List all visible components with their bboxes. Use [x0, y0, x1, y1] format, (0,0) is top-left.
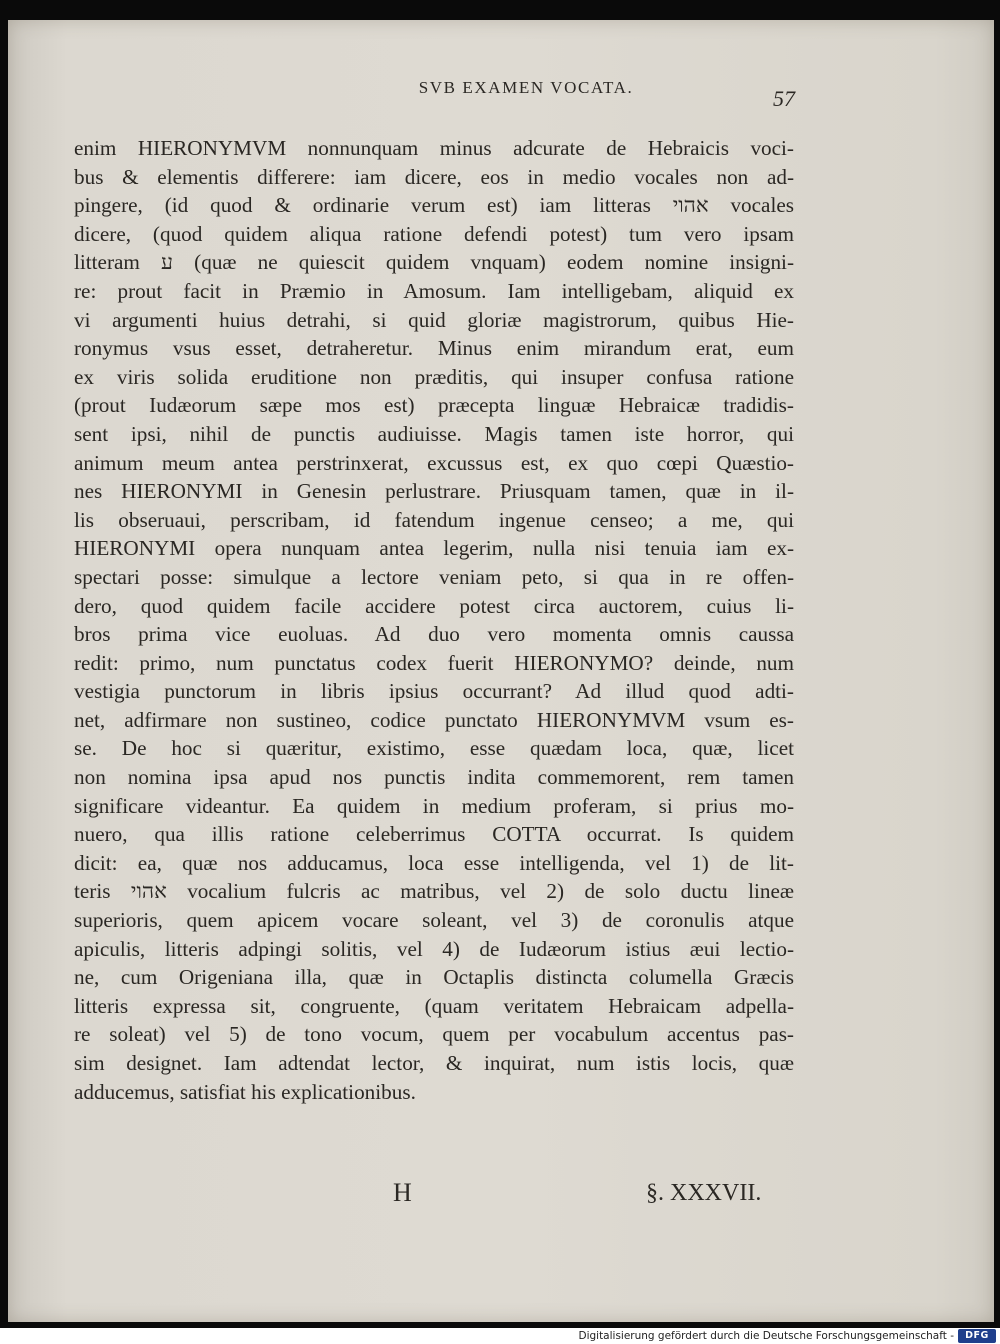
text-line: enim HIERONYMVM nonnunquam minus adcurate de Hebraicis voci- — [74, 136, 794, 160]
text-line: animum meum antea perstrinxerat, excussus est, ex quo cœpi Quæstio- — [74, 450, 794, 475]
body-text — [74, 134, 794, 1106]
text-line: vi argumenti huius detrahi, si quid gloriæ magistrorum, quibus Hie- — [74, 307, 794, 332]
text-line: pingere, (id quod & ordinarie verum est) iam litteras אהוי vocales — [74, 193, 794, 218]
book-page — [8, 20, 994, 1322]
text-line: ne, cum Origeniana illa, quæ in Octaplis distincta columella Græcis — [74, 965, 794, 990]
text-line: bros prima vice euoluas. Ad duo vero momenta omnis caussa — [74, 622, 794, 647]
text-line: teris אהוי vocalium fulcris ac matribus, vel 2) de solo ductu lineæ — [74, 879, 795, 904]
text-line: sim designet. Iam adtendat lector, & inquirat, num istis locis, quæ — [74, 1051, 794, 1075]
page-footer — [8, 1178, 994, 1218]
text-line: ex viris solida eruditione non præditis, qui insuper confusa ratione — [74, 364, 794, 389]
text-line: bus & elementis differere: iam dicere, eos in medio vocales non ad- — [74, 164, 794, 189]
text-line: nes HIERONYMI in Genesin perlustrare. Priusquam tamen, quæ in il- — [74, 479, 794, 504]
text-line: adducemus, satisfiat his explicationibus. — [74, 1079, 416, 1104]
text-line: litteram ע (quæ ne quiescit quidem vnquam) eodem nomine insigni- — [74, 250, 794, 275]
text-line: HIERONYMI opera nunquam antea legerim, nulla nisi tenuia iam ex- — [74, 536, 794, 561]
text-line: dero, quod quidem facile accidere potest circa auctorem, cuius li- — [74, 593, 794, 618]
text-line: redit: primo, num punctatus codex fuerit HIERONYMO? deinde, num — [74, 650, 794, 675]
page-number: 57 — [773, 86, 795, 111]
text-line: significare videantur. Ea quidem in medium proferam, si prius mo- — [74, 793, 794, 818]
text-line: net, adfirmare non sustineo, codice punctato HIERONYMVM vsum es- — [74, 707, 794, 732]
text-line: dicit: ea, quæ nos adducamus, loca esse intelligenda, vel 1) de lit- — [74, 850, 794, 875]
funding-bar — [0, 1328, 1000, 1344]
signature-mark: H — [393, 1178, 412, 1207]
text-line: (prout Iudæorum sæpe mos est) præcepta linguæ Hebraicæ tradidis- — [74, 393, 794, 418]
text-line: nuero, qua illis ratione celeberrimus COTTA occurrat. Is quidem — [74, 822, 794, 847]
text-line: lis obseruaui, perscribam, id fatendum ingenue censeo; a me, qui — [74, 507, 794, 532]
funding-note: Digitalisierung gefördert durch die Deutsche Forschungsgemeinschaft - — [578, 1330, 954, 1342]
text-line: litteris expressa sit, congruente, (quam veritatem Hebraicam adpella- — [74, 993, 794, 1018]
text-line: re soleat) vel 5) de tono vocum, quem per vocabulum accentus pas- — [74, 1022, 794, 1047]
dfg-logo: DFG — [958, 1329, 996, 1343]
text-line: se. De hoc si quæritur, existimo, esse quædam loca, quæ, licet — [74, 736, 794, 761]
text-line: vestigia punctorum in libris ipsius occurrant? Ad illud quod adti- — [74, 679, 794, 704]
text-line: apiculis, litteris adpingi solitis, vel 4) de Iudæorum istius æui lectio- — [74, 936, 794, 961]
text-line: spectari posse: simulque a lectore veniam peto, si qua in re offen- — [74, 564, 794, 589]
running-head: SVB EXAMEN VOCATA. — [418, 78, 634, 97]
text-line: non nomina ipsa apud nos punctis indita commemorent, rem tamen — [74, 765, 794, 790]
text-line: sent ipsi, nihil de punctis audiuisse. Magis tamen iste horror, qui — [74, 421, 794, 446]
text-line: re: prout facit in Præmio in Amosum. Iam intelligebam, aliquid ex — [74, 278, 794, 303]
catchword: §. XXXVII. — [646, 1180, 762, 1206]
text-line: ronymus vsus esset, detraheretur. Minus enim mirandum erat, eum — [74, 336, 794, 361]
text-line: superioris, quem apicem vocare soleant, vel 3) de coronulis atque — [74, 908, 794, 933]
text-line: dicere, (quod quidem aliqua ratione defendi potest) tum vero ipsam — [74, 221, 794, 246]
